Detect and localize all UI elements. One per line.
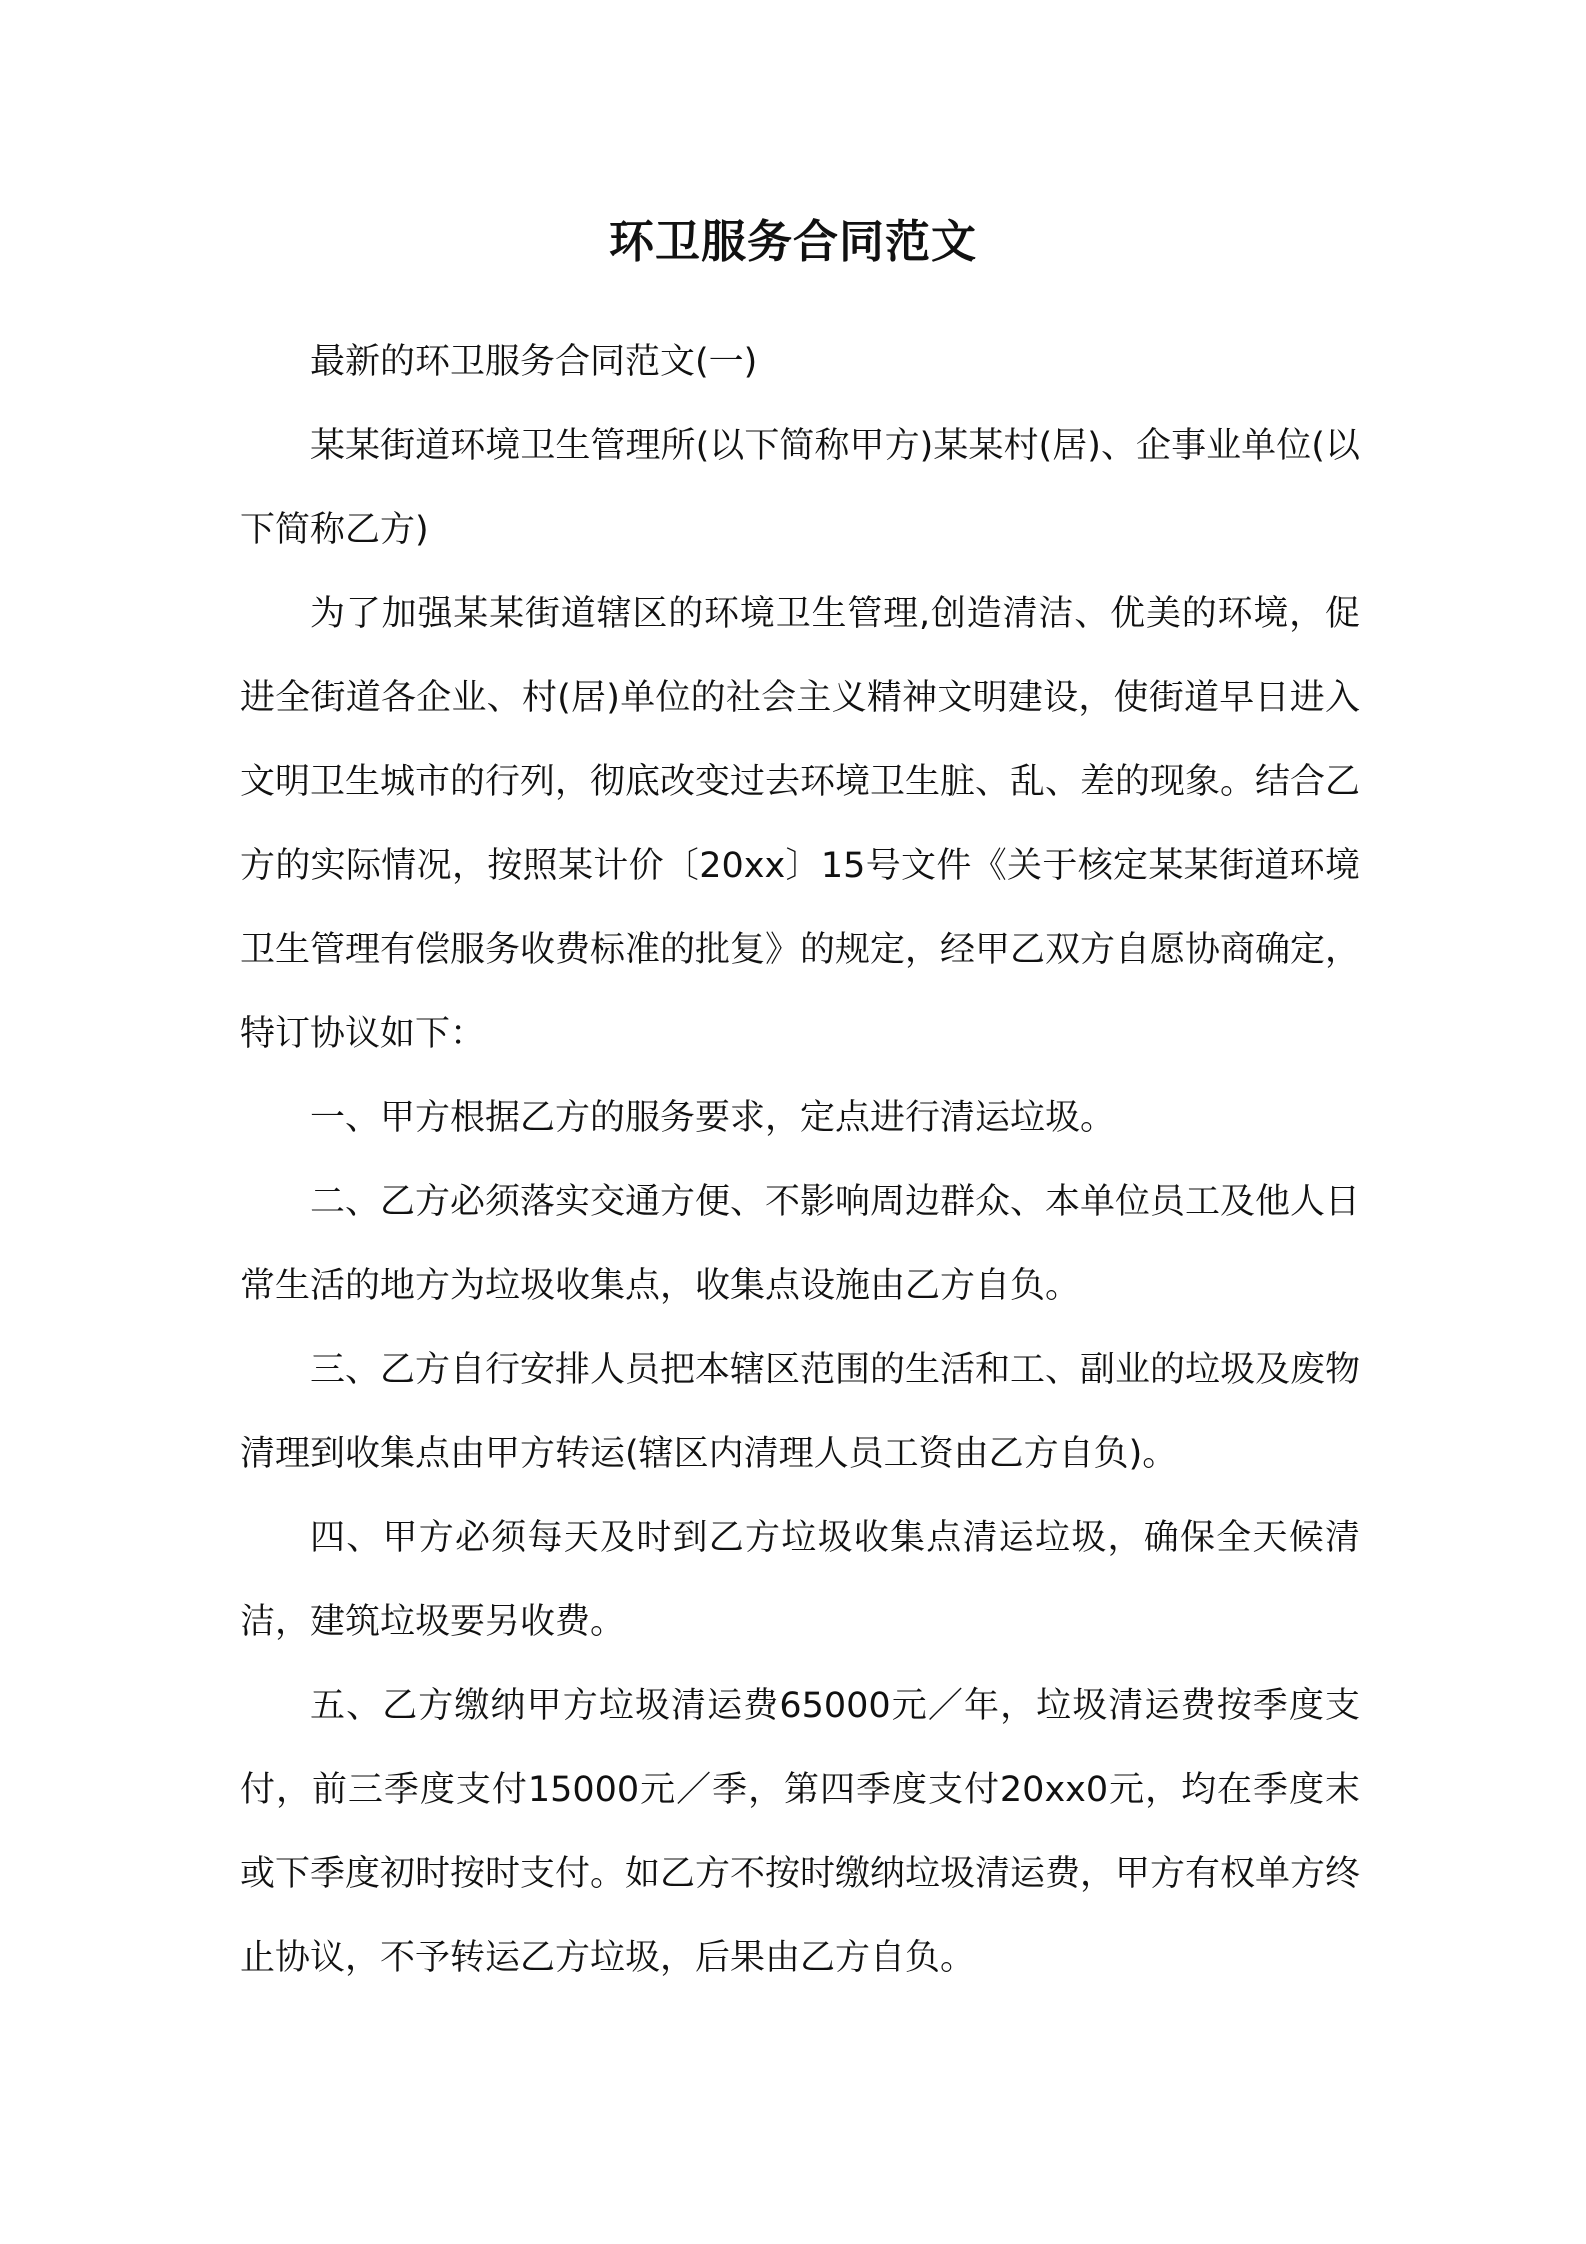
paragraph-clause-1: 一、甲方根据乙方的服务要求，定点进行清运垃圾。 [310,1098,1116,1138]
paragraph-clause-3: 三、乙方自行安排人员把本辖区范围的生活和工、副业的垃圾及废物清理到收集点由甲方转运(辖区内清理人员工资由乙方自负)。 [240,1350,1361,1474]
document-title: 环卫服务合同范文 [608,215,977,268]
paragraph-clause-2: 二、乙方必须落实交通方便、不影响周边群众、本单位员工及他人日常生活的地方为垃圾收集点，收集点设施由乙方自负。 [240,1182,1361,1306]
paragraph-clause-4: 四、甲方必须每天及时到乙方垃圾收集点清运垃圾，确保全天候清洁，建筑垃圾要另收费。 [240,1518,1360,1642]
paragraph-preamble: 为了加强某某街道辖区的环境卫生管理,创造清洁、优美的环境，促进全街道各企业、村(居)单位的社会主义精神文明建设，使街道早日进入文明卫生城市的行列，彻底改变过去环境卫生脏、乱、差的现象。结合乙方的实际情况，按照某计价〔20xx〕15号文件《关于核定某某街道环境卫生管理有偿服务收费标准的批复》的规定，经甲乙双方自愿协商确定，特订协议如下： [240,594,1361,1054]
document-body [240,320,1360,2000]
paragraph-parties: 某某街道环境卫生管理所(以下简称甲方)某某村(居)、企事业单位(以下简称乙方) [240,426,1360,550]
paragraph-heading: 最新的环卫服务合同范文(一) [310,342,758,382]
paragraph-clause-5: 五、乙方缴纳甲方垃圾清运费65000元／年，垃圾清运费按季度支付，前三季度支付15000元／季，第四季度支付20xx0元，均在季度末或下季度初时按时支付。如乙方不按时缴纳垃圾清运费，甲方有权单方终止协议，不予转运乙方垃圾，后果由乙方自负。 [240,1686,1361,1978]
